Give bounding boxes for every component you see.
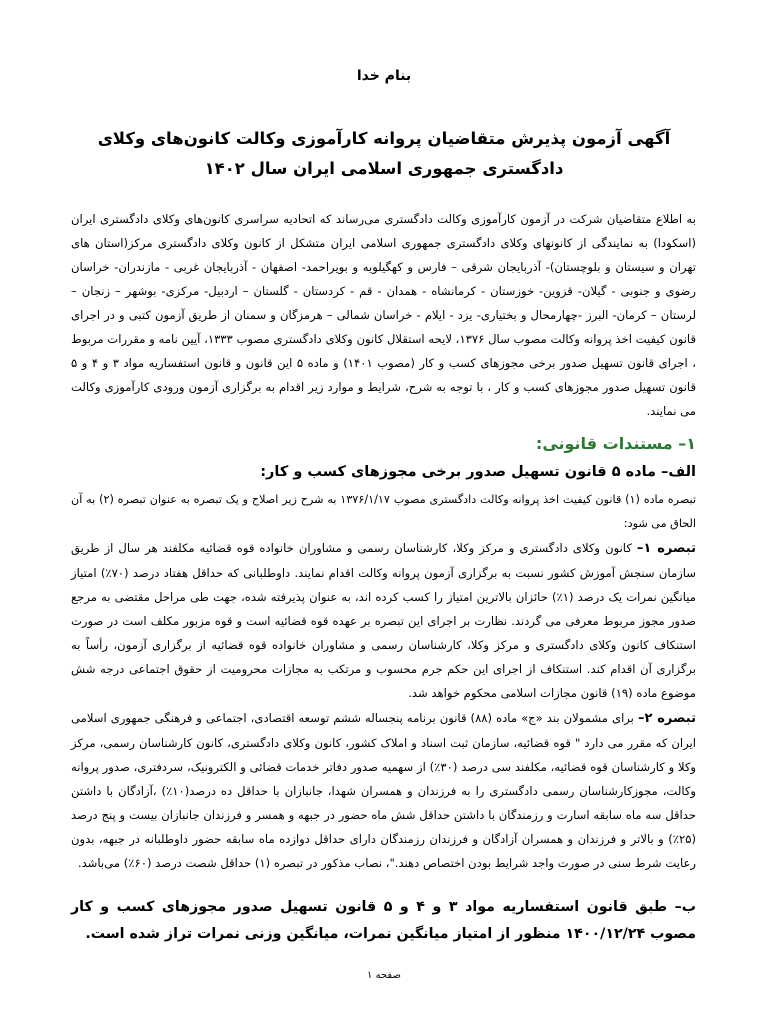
note-2-label: تبصره ۲–	[637, 711, 696, 726]
note-2-paragraph	[71, 706, 696, 875]
subsection-a-heading: الف– ماده ۵ قانون تسهیل صدور برخی مجوزهای کسب و کار:	[260, 464, 696, 480]
subsection-b-paragraph: ب– طبق قانون استفساریه مواد ۳ و ۴ و ۵ قانون تسهیل صدور مجوزهای کسب و کار مصوب ۱۴۰۰/۱۲/۲۴ منظور از امتیاز میانگین نمرات، میانگین وزنی نمرات تراز شده است.	[71, 899, 696, 942]
document-title: آگهی آزمون پذیرش متقاضیان پروانه کارآموزی وکالت کانون‌های وکلای دادگستری جمهوری اسلامی ایران سال ۱۴۰۲	[97, 129, 671, 178]
section-1-heading: ۱– مستندات قانونی:	[535, 434, 696, 453]
note-2-text: برای مشمولان بند «ج» ماده (۸۸) قانون برنامه پنجساله ششم توسعه اقتصادی، اجتماعی و فرهنگی جمهوری اسلامی ایران که مقرر می دارد " قوه قضائیه، سازمان ثبت اسناد و املاک کشور، کانون وکلای دادگستری، کانون کارشناسان رسمی، مرکز وکلا و کارشناسان قوه قضائیه، مکلفند سی درصد (۳۰٪) از سهمیه صدور دفاتر خدمات قضائی و الکترونیک، سردفتری، صدور پروانه وکالت، مجوزکارشناسان رسمی دادگستری را به فرزندان و همسران شهدا، جانبازان با حداقل ده درصد(۱۰٪) ،آزادگان با داشتن حداقل سه ماه سابقه اسارت و رزمندگان با داشتن حداقل شش ماه حضور در جبهه و همسر و فرزندان جانبازان بیست و پنج درصد (۲۵٪) و بالاتر و فرزندان و همسران آزادگان و فرزندان رزمندگان دارای حداقل دوازده ماه سابقه حضور داوطلبانه در جبهه، بدون رعایت شرط سنی در صورت واجد شرایط بودن اختصاص دهند."، نصاب مذکور در تبصره (۱) حداقل شصت درصد (۶۰٪) می‌باشد.	[71, 711, 697, 870]
bismillah-heading: بنام خدا	[356, 68, 412, 84]
note-1-paragraph	[71, 536, 696, 705]
page-number: صفحه ۱	[367, 970, 401, 981]
note-1-label: تبصره ۱–	[636, 541, 696, 556]
intro-paragraph: به اطلاع متقاضیان شرکت در آزمون کارآموزی وکالت دادگستری می‌رساند که اتحادیه سراسری کانون‌های وکلای دادگستری ایران (اسکودا) به نمایندگی از کانونهای وکلای دادگستری جمهوری اسلامی ایران متشکل از کانون وکلای دادگستری مرکز(استان های تهران و سیستان و بلوچستان)- آذربایجان شرقی – فارس و کهگیلویه و بویراحمد- اصفهان - آذربایجان غربی - مازندران- خراسان رضوی و جنوبی - گیلان- قزوین- خوزستان - کرمانشاه - همدان - قم - کردستان - گلستان – اردبیل- مرکزی- بوشهر – زنجان – لرستان – کرمان- البرز -چهارمحال و بختیاری- یزد - ایلام - خراسان شمالی – هرمزگان و سمنان از طریق آزمون کتبی و در اجرای قانون کیفیت اخذ پروانه وکالت مصوب سال ۱۳۷۶، لایحه استقلال کانون وکلای دادگستری مصوب ۱۳۳۳، آیین نامه و مقررات مربوط ، اجرای قانون تسهیل صدور برخی مجوزهای کسب و کار (مصوب ۱۴۰۱) و ماده ۵ این قانون و قانون استفساریه مواد ۳ و ۴ و ۵ قانون تسهیل صدور مجوزهای کسب و کار ، با توجه به شرح، شرایط و موارد زیر اقدام به برگزاری آزمون ورودی کارآموزی وکالت می نمایند.	[71, 212, 696, 418]
subsection-a-text: تبصره ماده (۱) قانون کیفیت اخذ پروانه وکالت دادگستری مصوب ۱۳۷۶/۱/۱۷ به شرح زیر اصلاح و یک تبصره به عنوان تبصره (۲) به آن الحاق می شود:	[71, 493, 697, 530]
note-1-text: کانون وکلای دادگستری و مرکز وکلا، کارشناسان رسمی و مشاوران خانواده قوه قضائیه مکلفند هر سال از طریق سازمان سنجش آموزش کشور نسبت به برگزاری آزمون پروانه وکالت اقدام نمایند. داوطلبانی که حداقل هفتاد درصد (۷۰٪) امتیاز میانگین نمرات یک درصد (۱٪) حائزان بالاترین امتیاز را کسب کرده اند، به عنوان پذیرفته شده، جهت طی مراحل مقتضی به مرجع صدور مجوز مربوط معرفی می گردند. نظارت بر اجرای این تبصره بر عهده قوه قضائیه است و قوه مزبور مکلف است در صورت استنکاف کانون وکلای دادگستری و مرکز وکلا، کارشناسان رسمی و مشاوران خانواده قوه قضائیه از برگزاری آزمون، رأساً به برگزاری آن اقدام کند. استنکاف از اجرای این حکم جرم محسوب و مرتکب به مجازات محرومیت از حقوق اجتماعی درجه شش موضوع ماده (۱۹) قانون مجازات اسلامی محکوم خواهد شد.	[71, 541, 697, 700]
